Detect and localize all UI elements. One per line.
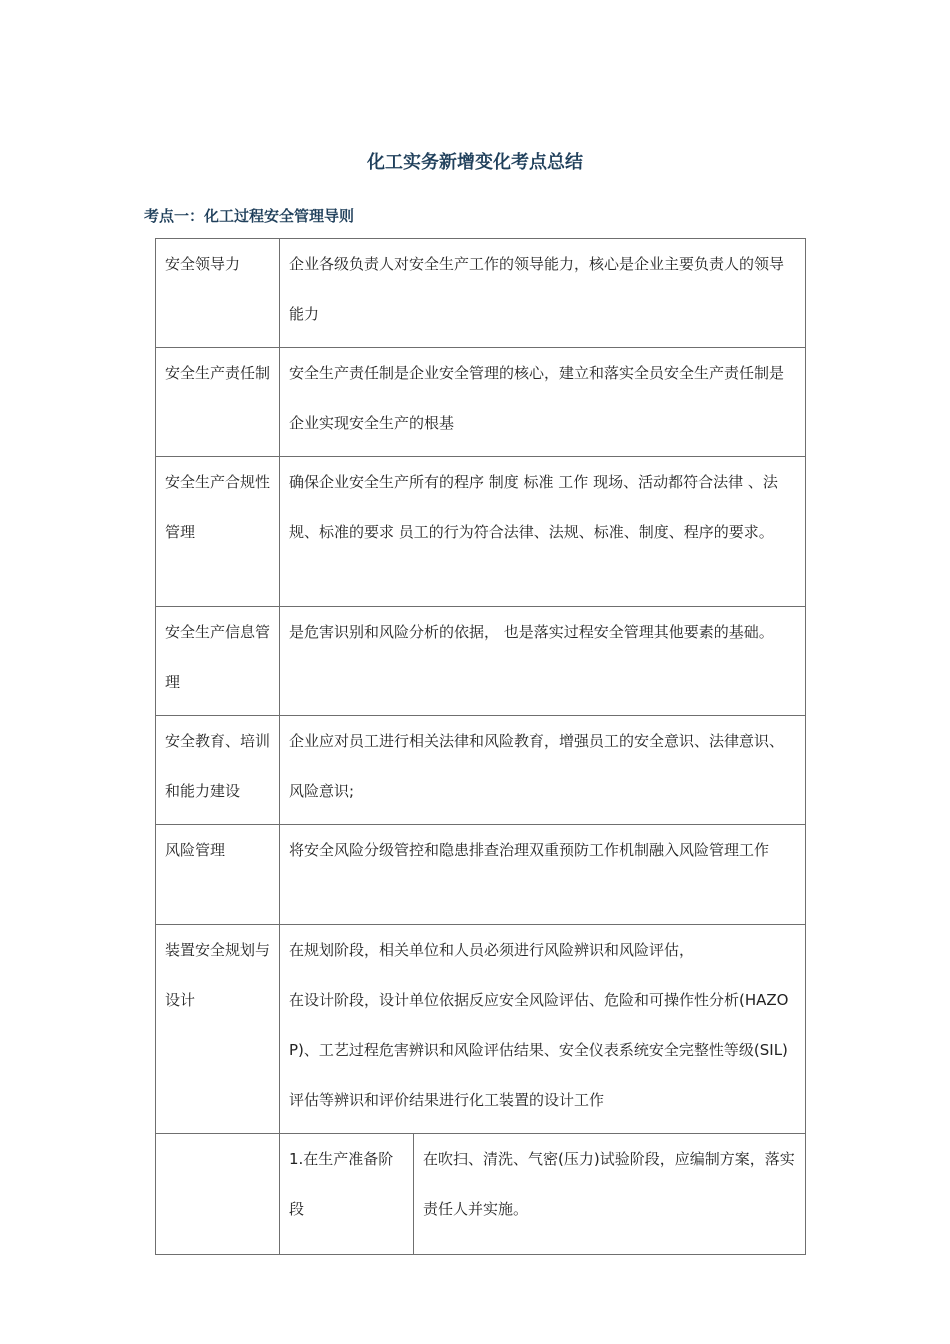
table-row xyxy=(156,239,806,348)
row-label-cell xyxy=(156,1134,280,1255)
table-row xyxy=(156,716,806,825)
content-line: 在规划阶段，相关单位和人员必须进行风险辨识和风险评估， xyxy=(289,941,695,959)
table-row xyxy=(156,825,806,925)
stage-cell: 1.在生产准备阶段 xyxy=(280,1134,414,1255)
row-content-cell: 确保企业安全生产所有的程序 制度 标准 工作 现场、活动都符合法律 、法规、标准的要求 员工的行为符合法律、法规、标准、制度、程序的要求。 xyxy=(280,457,806,607)
row-label-cell: 风险管理 xyxy=(156,825,280,925)
row-content-cell xyxy=(280,925,806,1134)
row-content-cell: 企业应对员工进行相关法律和风险教育，增强员工的安全意识、法律意识、风险意识; xyxy=(280,716,806,825)
table-row xyxy=(156,348,806,457)
stage-content-cell: 在吹扫、清洗、气密(压力)试验阶段，应编制方案，落实责任人并实施。 xyxy=(414,1134,806,1255)
table-row xyxy=(156,457,806,607)
row-content-cell: 将安全风险分级管控和隐患排查治理双重预防工作机制融入风险管理工作 xyxy=(280,825,806,925)
table-row xyxy=(156,1134,806,1255)
table-row xyxy=(156,925,806,1134)
row-label-cell: 安全领导力 xyxy=(156,239,280,348)
section-heading: 考点一：化工过程安全管理导则 xyxy=(144,207,355,225)
row-label-cell: 安全教育、培训和能力建设 xyxy=(156,716,280,825)
row-label-cell: 装置安全规划与设计 xyxy=(156,925,280,1134)
row-label-cell: 安全生产信息管理 xyxy=(156,607,280,716)
key-points-table xyxy=(155,238,806,1255)
content-line: 在设计阶段，设计单位依据反应安全风险评估、危险和可操作性分析(HAZOP)、工艺过程危害辨识和风险评估结果、安全仪表系统安全完整性等级(SIL)评估等辨识和评价结果进行化工装置的设计工作 xyxy=(289,991,789,1109)
row-label-cell: 安全生产责任制 xyxy=(156,348,280,457)
row-content-cell: 企业各级负责人对安全生产工作的领导能力，核心是企业主要负责人的领导能力 xyxy=(280,239,806,348)
row-content-cell: 安全生产责任制是企业安全管理的核心，建立和落实全员安全生产责任制是企业实现安全生产的根基 xyxy=(280,348,806,457)
table-row xyxy=(156,607,806,716)
row-label-cell: 安全生产合规性管理 xyxy=(156,457,280,607)
row-content-cell: 是危害识别和风险分析的依据， 也是落实过程安全管理其他要素的基础。 xyxy=(280,607,806,716)
page-title: 化工实务新增变化考点总结 xyxy=(367,152,583,173)
